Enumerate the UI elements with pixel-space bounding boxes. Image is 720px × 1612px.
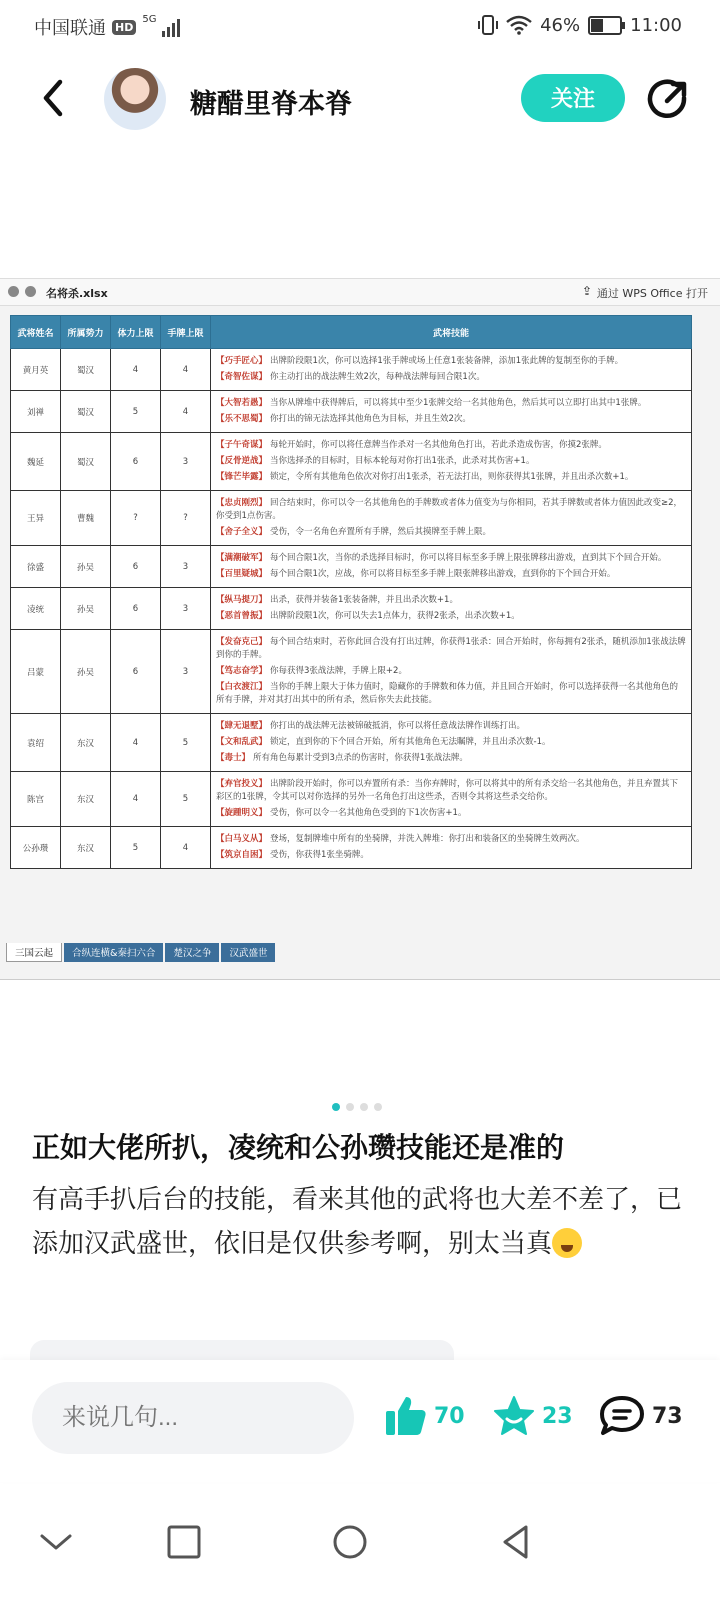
cell-name: 袁绍: [11, 714, 61, 772]
skill-name: 【筑京自困】: [216, 850, 268, 860]
skill-entry: [216, 455, 686, 468]
cell-hp: 4: [111, 349, 161, 391]
cell-name: 公孙瓒: [11, 827, 61, 869]
skill-description: 出牌阶段开始时，你可以弃置所有杀：当你弃牌时，你可以将其中的所有杀交给一名其他角色，并且弃置其下彩区的1张牌，令其可以对你选择的另外一名角色打出这些杀，否则令其将这些杀交给你。: [216, 779, 679, 802]
skill-name: 【锋芒毕露】: [216, 472, 268, 482]
vibrate-icon: [478, 14, 498, 36]
table-row: [11, 772, 692, 827]
table-header-row: [11, 316, 692, 349]
cell-hp: 5: [111, 391, 161, 433]
image-pager: [332, 1103, 382, 1111]
cell-skills: [211, 827, 692, 869]
table-row: [11, 349, 692, 391]
cell-faction: 孙吴: [61, 546, 111, 588]
skill-name: 【大智若愚】: [216, 398, 268, 408]
table-row: [11, 630, 692, 714]
nav-back-icon[interactable]: [496, 1522, 536, 1562]
column-header: 武将技能: [211, 316, 692, 349]
crying-emoji-icon: [552, 1228, 582, 1258]
skill-description: 锁定，令所有其他角色依次对你打出1张杀，若无法打出，则你获得其1张牌，并且出杀次数+1。: [270, 472, 634, 482]
cell-hp: 4: [111, 772, 161, 827]
post-image[interactable]: [0, 278, 720, 980]
sheet-tab[interactable]: 合纵连横&秦扫六合: [64, 943, 163, 962]
cell-hp: 6: [111, 546, 161, 588]
open-with-wps[interactable]: 通过 WPS Office 打开: [596, 287, 708, 300]
cell-faction: 孙吴: [61, 588, 111, 630]
skills-table: [10, 315, 692, 869]
skill-entry: [216, 497, 686, 523]
skill-name: 【反骨逆战】: [216, 456, 268, 466]
post-header: [0, 56, 720, 146]
nav-home-icon[interactable]: [330, 1522, 370, 1562]
comment-button[interactable]: [598, 1396, 683, 1436]
cell-hand: 5: [161, 714, 211, 772]
carrier-name: 中国联通: [34, 18, 106, 39]
star-icon: [492, 1395, 536, 1437]
skill-description: 出牌阶段限1次，你可以失去1点体力，获得2张杀，出杀次数+1。: [270, 611, 520, 621]
skill-name: 【毒士】: [216, 753, 251, 763]
thumbs-up-icon: [384, 1395, 428, 1437]
table-row: [11, 433, 692, 491]
comment-bubble-icon: [598, 1395, 646, 1437]
post-body: [32, 1178, 682, 1266]
skill-description: 锁定，直到你的下个回合开始，所有其他角色无法瞩牌，并且出杀次数-1。: [270, 737, 551, 747]
skill-entry: [216, 471, 686, 484]
cell-skills: [211, 630, 692, 714]
cell-faction: 孙吴: [61, 630, 111, 714]
cell-faction: 东汉: [61, 714, 111, 772]
cell-hand: 3: [161, 546, 211, 588]
cell-hp: 5: [111, 827, 161, 869]
close-dot-icon[interactable]: [8, 286, 19, 297]
column-header: 体力上限: [111, 316, 161, 349]
skill-description: 出杀，获得并装备1张装备牌，并且出杀次数+1。: [270, 595, 458, 605]
skill-description: 回合结束时，你可以令一名其他角色的手牌数或者体力值变为与你相同，若其手牌数或者体力值因此改变≥2，你受到1点伤害。: [216, 498, 683, 521]
skill-name: 【肆无退墅】: [216, 721, 268, 731]
system-nav-bar: [0, 1492, 720, 1612]
table-row: [11, 391, 692, 433]
follow-button[interactable]: 关注: [521, 74, 625, 122]
skill-entry: [216, 397, 686, 410]
pager-dot[interactable]: [332, 1103, 340, 1111]
cell-faction: 蜀汉: [61, 349, 111, 391]
menu-dot-icon[interactable]: [25, 286, 36, 297]
status-bar: [0, 0, 720, 56]
skill-description: 你打出的战法牌无法被锦破抵消，你可以将任意战法牌作训练打出。: [270, 721, 526, 731]
file-viewer-bar: [0, 279, 720, 306]
cell-faction: 东汉: [61, 827, 111, 869]
cell-hand: 3: [161, 588, 211, 630]
column-header: 手牌上限: [161, 316, 211, 349]
pager-dot[interactable]: [374, 1103, 382, 1111]
cell-skills: [211, 714, 692, 772]
file-name: 名将杀.xlsx: [46, 287, 108, 300]
skill-description: 受伤，你获得1张坐骑牌。: [270, 850, 369, 860]
clock: 11:00: [630, 14, 682, 36]
post-body-text: 有高手扒后台的技能，看来其他的武将也大差不差了，已添加汉武盛世，依旧是仅供参考啊，别太当真: [32, 1185, 683, 1259]
skill-entry: [216, 594, 686, 607]
skill-name: 【巧手匠心】: [216, 356, 268, 366]
pager-dot[interactable]: [346, 1103, 354, 1111]
skill-entry: [216, 752, 686, 765]
hd-badge: HD: [112, 20, 136, 35]
skill-entry: [216, 720, 686, 733]
skill-description: 你打出的锦无法选择其他角色为目标，并且生效2次。: [270, 414, 471, 424]
pager-dot[interactable]: [360, 1103, 368, 1111]
skill-name: 【子午奇谋】: [216, 440, 268, 450]
cell-skills: [211, 772, 692, 827]
column-header: 所属势力: [61, 316, 111, 349]
like-button[interactable]: [384, 1396, 465, 1436]
cell-name: 魏延: [11, 433, 61, 491]
skill-entry: [216, 849, 686, 862]
battery-percent: 46%: [540, 14, 581, 36]
skill-name: 【百里疑城】: [216, 569, 268, 579]
table-row: [11, 714, 692, 772]
skill-entry: [216, 665, 686, 678]
skill-name: 【纵马提刀】: [216, 595, 268, 605]
sheet-tabs: [6, 943, 275, 962]
skill-entry: [216, 526, 686, 539]
action-bar: [0, 1360, 720, 1482]
sheet-tab[interactable]: 汉武盛世: [221, 943, 275, 962]
wifi-icon: [506, 15, 532, 35]
cell-hp: 6: [111, 630, 161, 714]
skill-entry: [216, 355, 686, 368]
skill-name: 【旋踵明义】: [216, 808, 268, 818]
skill-name: 【舍子全义】: [216, 527, 268, 537]
cell-hand: 3: [161, 630, 211, 714]
table-row: [11, 546, 692, 588]
cell-faction: 东汉: [61, 772, 111, 827]
cell-faction: 蜀汉: [61, 433, 111, 491]
skill-entry: [216, 413, 686, 426]
skill-entry: [216, 636, 686, 662]
skill-description: 当你选择杀的目标时，目标本轮每对你打出1张杀，此杀对其伤害+1。: [270, 456, 535, 466]
skill-entry: [216, 568, 686, 581]
skill-name: 【文和乱武】: [216, 737, 268, 747]
sheet-tab[interactable]: 楚汉之争: [165, 943, 219, 962]
nav-recent-icon[interactable]: [164, 1522, 204, 1562]
signal-icon: [162, 17, 180, 37]
cell-skills: [211, 491, 692, 546]
cell-skills: [211, 391, 692, 433]
sheet-tab[interactable]: 三国云起: [6, 943, 62, 962]
cell-hp: 6: [111, 433, 161, 491]
skill-description: 每轮开始时，你可以将任意牌当作杀对一名其他角色打出，若此杀造成伤害，你摸2张牌。: [270, 440, 607, 450]
skill-description: 所有角色每累计受到3点杀的伤害时，你获得1张战法牌。: [253, 753, 468, 763]
skill-name: 【白马义从】: [216, 834, 268, 844]
table-row: [11, 588, 692, 630]
back-arrow-icon[interactable]: [38, 78, 68, 118]
cell-skills: [211, 349, 692, 391]
skill-entry: [216, 736, 686, 749]
skill-entry: [216, 681, 686, 707]
cell-hp: 6: [111, 588, 161, 630]
skill-description: 登场，复制牌堆中所有的坐骑牌，并洗入牌堆：你打出和装备区的坐骑牌生效两次。: [270, 834, 585, 844]
skill-description: 当你从牌堆中获得牌后，可以将其中至少1张牌交给一名其他角色，然后其可以立即打出其中1张牌。: [270, 398, 647, 408]
cell-name: 凌统: [11, 588, 61, 630]
cell-faction: 曹魏: [61, 491, 111, 546]
cell-hand: 4: [161, 349, 211, 391]
column-header: 武将姓名: [11, 316, 61, 349]
skill-entry: [216, 552, 686, 565]
cell-skills: [211, 546, 692, 588]
cell-name: 徐盛: [11, 546, 61, 588]
share-icon[interactable]: [646, 78, 690, 122]
table-body: [11, 349, 692, 869]
skill-name: 【忠贞刚烈】: [216, 498, 268, 508]
skill-description: 当你的手牌上限大于体力值时，隐藏你的手牌数和体力值，并且回合开始时，你可以选择获得一名其他角色的所有手牌，并对其打出其中的所有杀，然后你失去此技能。: [216, 682, 679, 705]
cell-skills: [211, 588, 692, 630]
author-name[interactable]: 糖醋里脊本脊: [190, 89, 352, 120]
skill-name: 【恶首曾振】: [216, 611, 268, 621]
cell-hp: 4: [111, 714, 161, 772]
skill-description: 你主动打出的战法牌生效2次，每种战法牌每回合限1次。: [270, 372, 485, 382]
skill-entry: [216, 610, 686, 623]
skill-entry: [216, 439, 686, 452]
skill-description: 每个回合结束时，若你此回合没有打出过牌，你获得1张杀：回合开始时，你每拥有2张杀，随机添加1张战法牌到你的手牌。: [216, 637, 686, 660]
cell-skills: [211, 433, 692, 491]
battery-icon: [588, 16, 622, 35]
favorite-count: 23: [542, 1403, 573, 1429]
skill-name: 【笃志奋学】: [216, 666, 268, 676]
nav-collapse-icon[interactable]: [36, 1522, 76, 1562]
comment-input[interactable]: [32, 1382, 354, 1454]
cell-name: 王异: [11, 491, 61, 546]
skill-description: 每个回合限1次，当你的杀选择目标时，你可以将目标至多手牌上限张牌移出游戏，直到其下个回合开始。: [270, 553, 667, 563]
cell-name: 陈宫: [11, 772, 61, 827]
skill-name: 【满潮破军】: [216, 553, 268, 563]
favorite-button[interactable]: [492, 1396, 573, 1436]
skill-description: 出牌阶段限1次，你可以选择1张手牌或场上任意1张装备牌，添加1张此牌的复制至你的手牌。: [270, 356, 624, 366]
cell-name: 吕蒙: [11, 630, 61, 714]
skill-name: 【发奋克己】: [216, 637, 268, 647]
cell-hand: 4: [161, 827, 211, 869]
table-row: [11, 827, 692, 869]
skill-name: 【奇智佐谋】: [216, 372, 268, 382]
skill-name: 【弃官投义】: [216, 779, 268, 789]
table-row: [11, 491, 692, 546]
post-title: 正如大佬所扒，凌统和公孙瓒技能还是准的: [32, 1131, 565, 1164]
cell-faction: 蜀汉: [61, 391, 111, 433]
skill-name: 【白衣渡江】: [216, 682, 268, 692]
skill-entry: [216, 807, 686, 820]
skill-description: 受伤，你可以令一名其他角色受到的下1次伤害+1。: [270, 808, 467, 818]
skill-entry: [216, 778, 686, 804]
cell-hand: 3: [161, 433, 211, 491]
skill-description: 你每获得3张战法牌，手牌上限+2。: [270, 666, 407, 676]
cell-hand: 5: [161, 772, 211, 827]
skill-description: 受伤，令一名角色弃置所有手牌，然后其摸牌至手牌上限。: [270, 527, 492, 537]
upload-icon[interactable]: ⇪: [581, 284, 592, 298]
skill-entry: [216, 833, 686, 846]
cell-hand: 4: [161, 391, 211, 433]
like-count: 70: [434, 1403, 465, 1429]
cell-name: 刘禅: [11, 391, 61, 433]
avatar[interactable]: [104, 68, 166, 130]
network-type: 5G: [142, 13, 157, 25]
skill-description: 每个回合限1次，应战，你可以将目标至多手牌上限张牌移出游戏，直到你的下个回合开始。: [270, 569, 616, 579]
cell-hp: ?: [111, 491, 161, 546]
comment-count: 73: [652, 1403, 683, 1429]
cell-name: 黄月英: [11, 349, 61, 391]
cell-hand: ?: [161, 491, 211, 546]
skill-name: 【乐不思蜀】: [216, 414, 268, 424]
skill-entry: [216, 371, 686, 384]
